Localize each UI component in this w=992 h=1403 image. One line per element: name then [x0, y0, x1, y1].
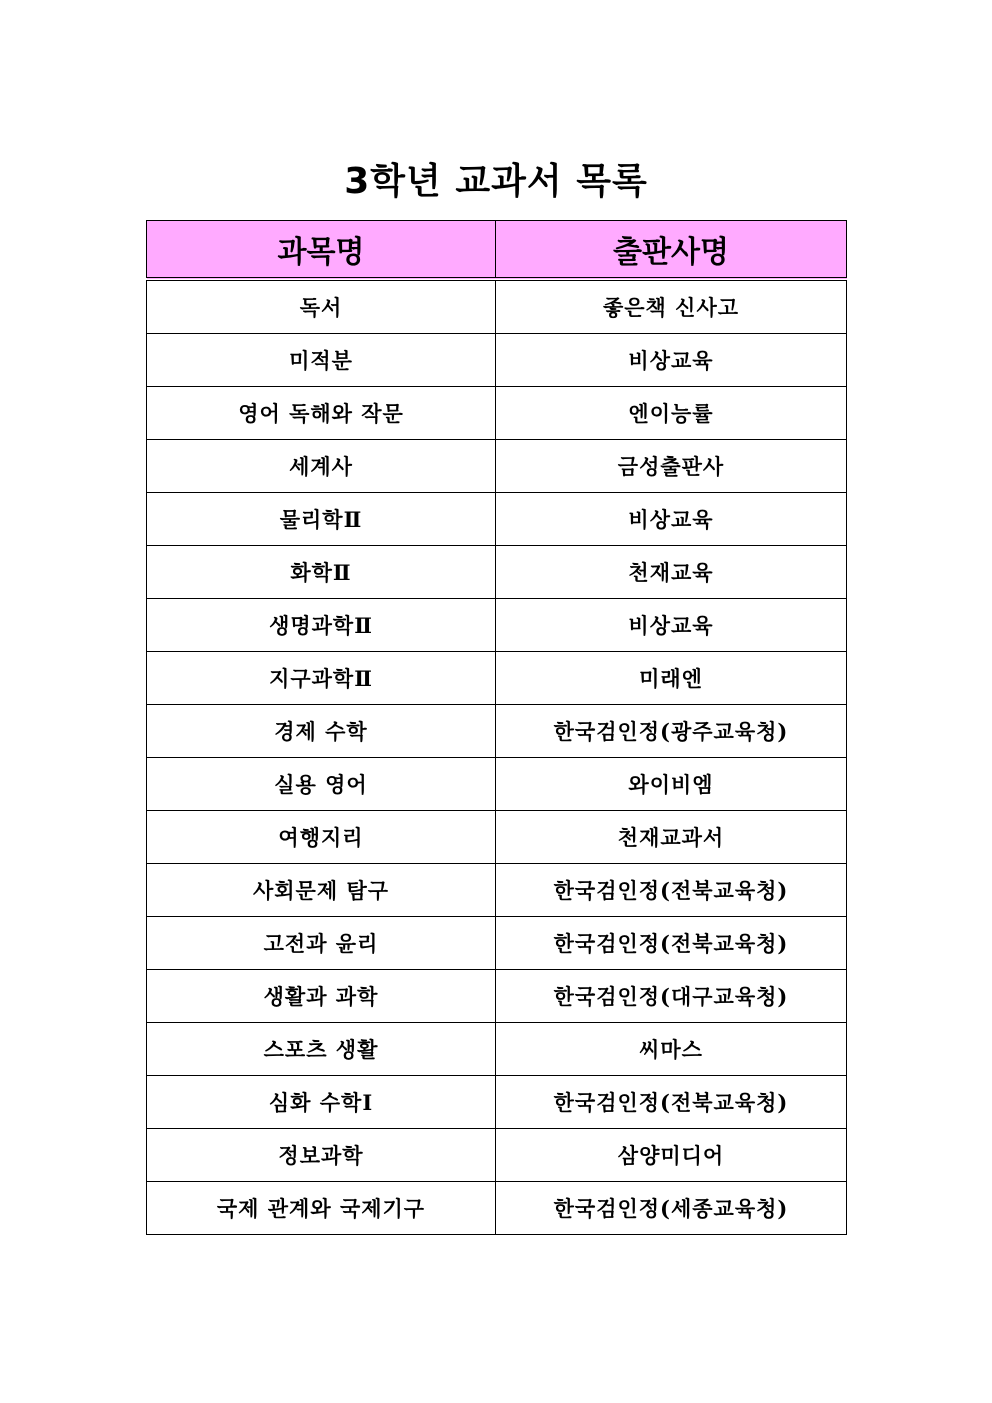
publisher-cell: 삼양미디어 [496, 1129, 847, 1182]
publisher-cell: 천재교육 [496, 546, 847, 599]
textbook-table [146, 220, 847, 1235]
table-row [147, 811, 847, 864]
subject-cell: 고전과 윤리 [147, 917, 496, 970]
publisher-cell: 한국검인정(대구교육청) [496, 970, 847, 1023]
publisher-cell: 한국검인정(전북교육청) [496, 1076, 847, 1129]
publisher-cell: 좋은책 신사고 [496, 279, 847, 334]
table-row [147, 970, 847, 1023]
table-row [147, 864, 847, 917]
publisher-cell: 비상교육 [496, 334, 847, 387]
subject-cell: 실용 영어 [147, 758, 496, 811]
subject-cell: 경제 수학 [147, 705, 496, 758]
table-header-row [147, 221, 847, 280]
table-row [147, 1076, 847, 1129]
subject-cell: 여행지리 [147, 811, 496, 864]
publisher-cell: 한국검인정(전북교육청) [496, 917, 847, 970]
publisher-cell: 와이비엠 [496, 758, 847, 811]
subject-cell: 사회문제 탐구 [147, 864, 496, 917]
subject-cell: 지구과학Ⅱ [147, 652, 496, 705]
table-row [147, 440, 847, 493]
table-row [147, 334, 847, 387]
subject-cell: 세계사 [147, 440, 496, 493]
page-title: 3학년 교과서 목록 [344, 161, 648, 202]
publisher-cell: 비상교육 [496, 599, 847, 652]
subject-cell: 심화 수학Ⅰ [147, 1076, 496, 1129]
publisher-cell: 미래엔 [496, 652, 847, 705]
table-row [147, 705, 847, 758]
publisher-cell: 엔이능률 [496, 387, 847, 440]
publisher-column-header: 출판사명 [496, 221, 847, 280]
publisher-cell: 금성출판사 [496, 440, 847, 493]
subject-cell: 독서 [147, 279, 496, 334]
subject-cell: 스포츠 생활 [147, 1023, 496, 1076]
subject-cell: 정보과학 [147, 1129, 496, 1182]
table-row [147, 493, 847, 546]
subject-cell: 물리학Ⅱ [147, 493, 496, 546]
subject-column-header: 과목명 [147, 221, 496, 280]
table-row [147, 1182, 847, 1235]
subject-cell: 국제 관계와 국제기구 [147, 1182, 496, 1235]
publisher-cell: 씨마스 [496, 1023, 847, 1076]
table-row [147, 652, 847, 705]
table-row [147, 599, 847, 652]
subject-cell: 미적분 [147, 334, 496, 387]
table-row [147, 1129, 847, 1182]
subject-cell: 생활과 과학 [147, 970, 496, 1023]
table-row [147, 758, 847, 811]
subject-cell: 화학Ⅱ [147, 546, 496, 599]
subject-cell: 영어 독해와 작문 [147, 387, 496, 440]
table-row [147, 1023, 847, 1076]
publisher-cell: 천재교과서 [496, 811, 847, 864]
subject-cell: 생명과학Ⅱ [147, 599, 496, 652]
publisher-cell: 한국검인정(전북교육청) [496, 864, 847, 917]
table-row [147, 279, 847, 334]
publisher-cell: 한국검인정(세종교육청) [496, 1182, 847, 1235]
table-row [147, 546, 847, 599]
table-row [147, 387, 847, 440]
publisher-cell: 비상교육 [496, 493, 847, 546]
publisher-cell: 한국검인정(광주교육청) [496, 705, 847, 758]
table-row [147, 917, 847, 970]
